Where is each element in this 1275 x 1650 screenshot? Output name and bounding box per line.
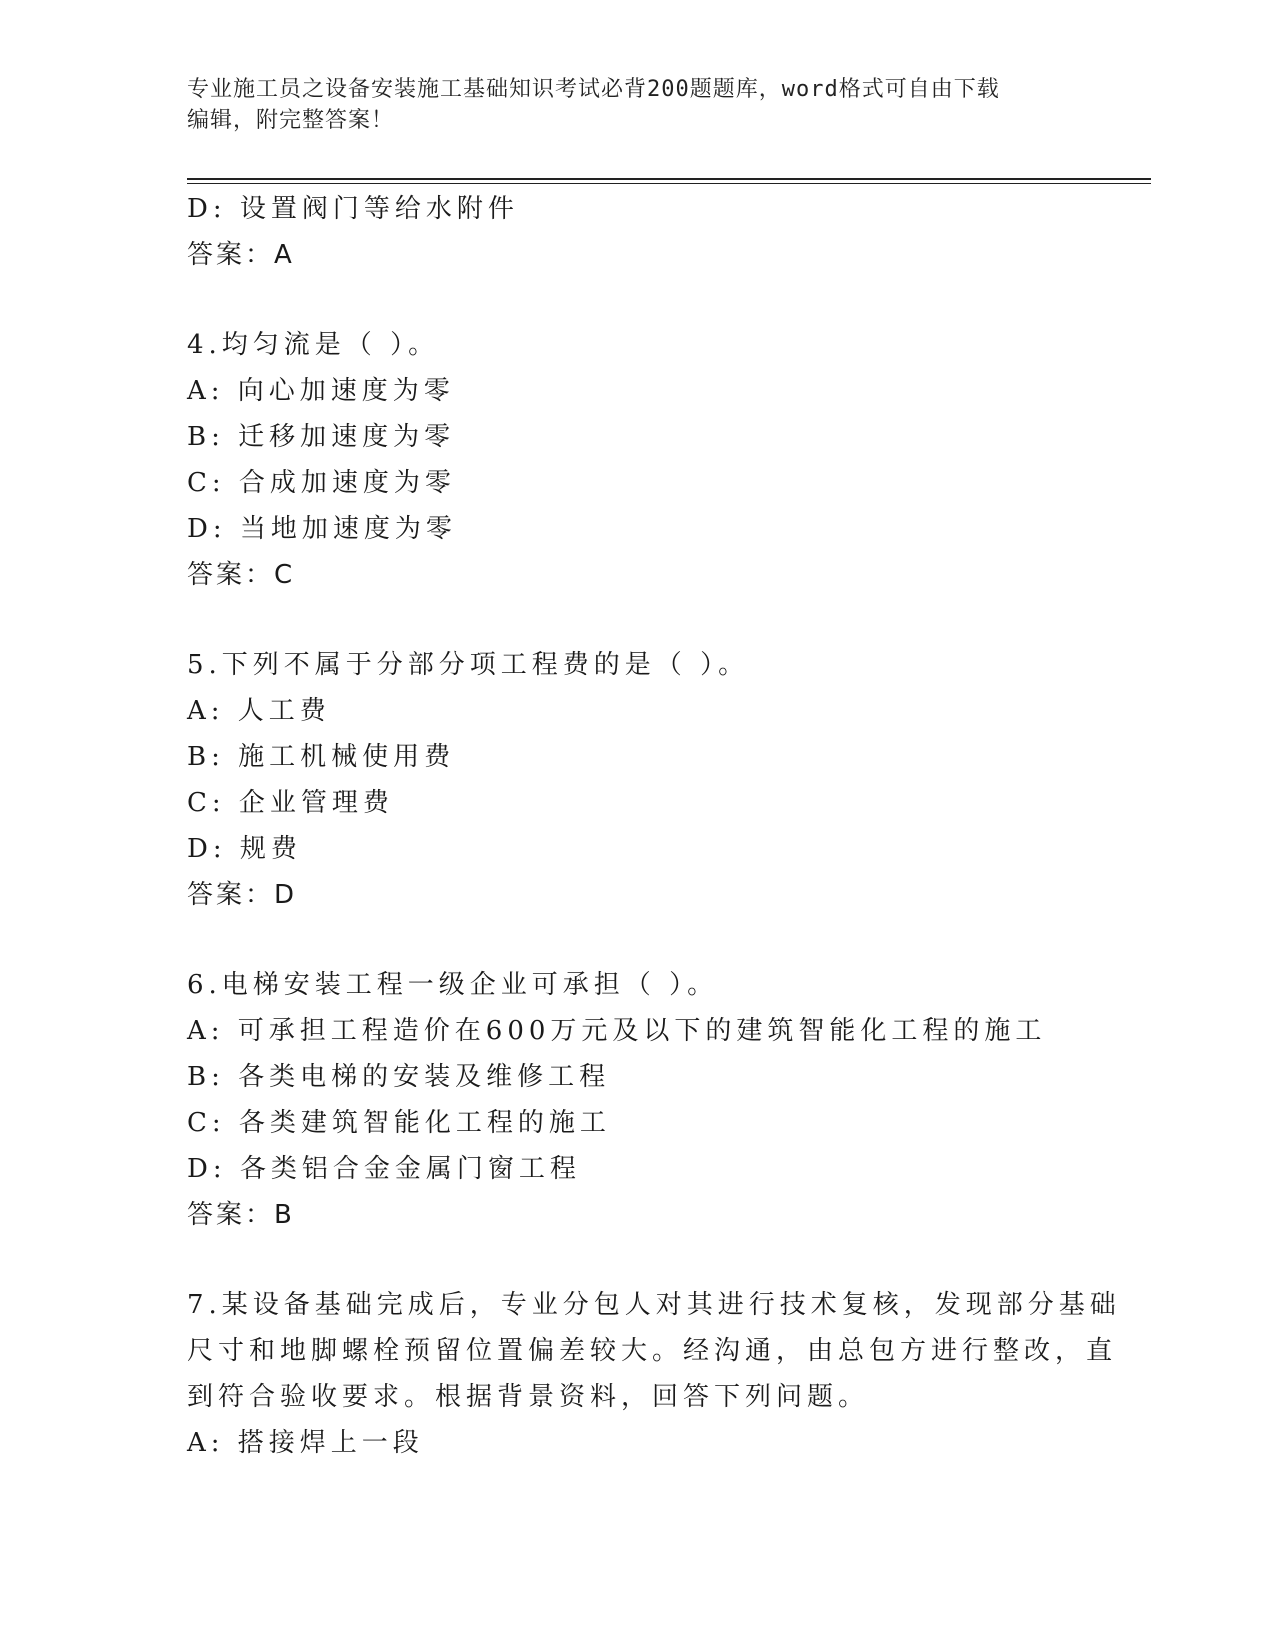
- q5-option-a: A: 人工费: [187, 696, 331, 726]
- spacer: [187, 278, 1087, 322]
- question-7: [187, 1282, 1121, 1466]
- spacer: [187, 918, 1087, 962]
- question-5: [187, 642, 1087, 918]
- header-divider-thin: [187, 183, 1151, 184]
- spacer: [187, 598, 1087, 642]
- q6-option-c: C: 各类建筑智能化工程的施工: [187, 1108, 611, 1138]
- q5-option-b: B: 施工机械使用费: [187, 742, 456, 772]
- header-divider-thick: [187, 178, 1151, 180]
- question-6: [187, 962, 1087, 1238]
- q7-option-a: A: 搭接焊上一段: [187, 1428, 424, 1458]
- q6-option-d: D: 各类铝合金金属门窗工程: [187, 1154, 581, 1184]
- q6-answer: 答案：B: [187, 1200, 295, 1230]
- q5-answer: 答案：D: [187, 880, 298, 910]
- document-header: [187, 74, 1067, 136]
- q6-option-a: A: 可承担工程造价在600万元及以下的建筑智能化工程的施工: [187, 1016, 1047, 1046]
- question-4: [187, 322, 1087, 598]
- header-title-line-1: 专业施工员之设备安装施工基础知识考试必背200题题库，word格式可自由下载: [187, 77, 1000, 102]
- q5-option-c: C: 企业管理费: [187, 788, 394, 818]
- q4-option-b: B: 迁移加速度为零: [187, 422, 456, 452]
- q3-answer: 答案：A: [187, 240, 295, 270]
- q6-option-b: B: 各类电梯的安装及维修工程: [187, 1062, 611, 1092]
- q3-option-d: D: 设置阀门等给水附件: [187, 194, 519, 224]
- q7-question-line-1: 7.某设备基础完成后，专业分包人对其进行技术复核，发现部分基础: [187, 1290, 1121, 1320]
- q5-option-d: D: 规费: [187, 834, 302, 864]
- q4-option-c: C: 合成加速度为零: [187, 468, 456, 498]
- q4-option-d: D: 当地加速度为零: [187, 514, 457, 544]
- q7-question-line-3: 到符合验收要求。根据背景资料，回答下列问题。: [187, 1382, 870, 1412]
- q5-question: 5.下列不属于分部分项工程费的是（ ）。: [187, 650, 750, 680]
- spacer: [187, 1238, 1087, 1282]
- q4-answer: 答案：C: [187, 560, 296, 590]
- question-3-tail: [187, 186, 1087, 278]
- q4-question: 4.均匀流是（ ）。: [187, 330, 440, 360]
- q7-question-line-2: 尺寸和地脚螺栓预留位置偏差较大。经沟通，由总包方进行整改，直: [187, 1336, 1118, 1366]
- q6-question: 6.电梯安装工程一级企业可承担（ ）。: [187, 970, 719, 1000]
- q4-option-a: A: 向心加速度为零: [187, 376, 455, 406]
- question-content: [187, 186, 1121, 1466]
- header-title-line-2: 编辑，附完整答案！: [187, 108, 395, 133]
